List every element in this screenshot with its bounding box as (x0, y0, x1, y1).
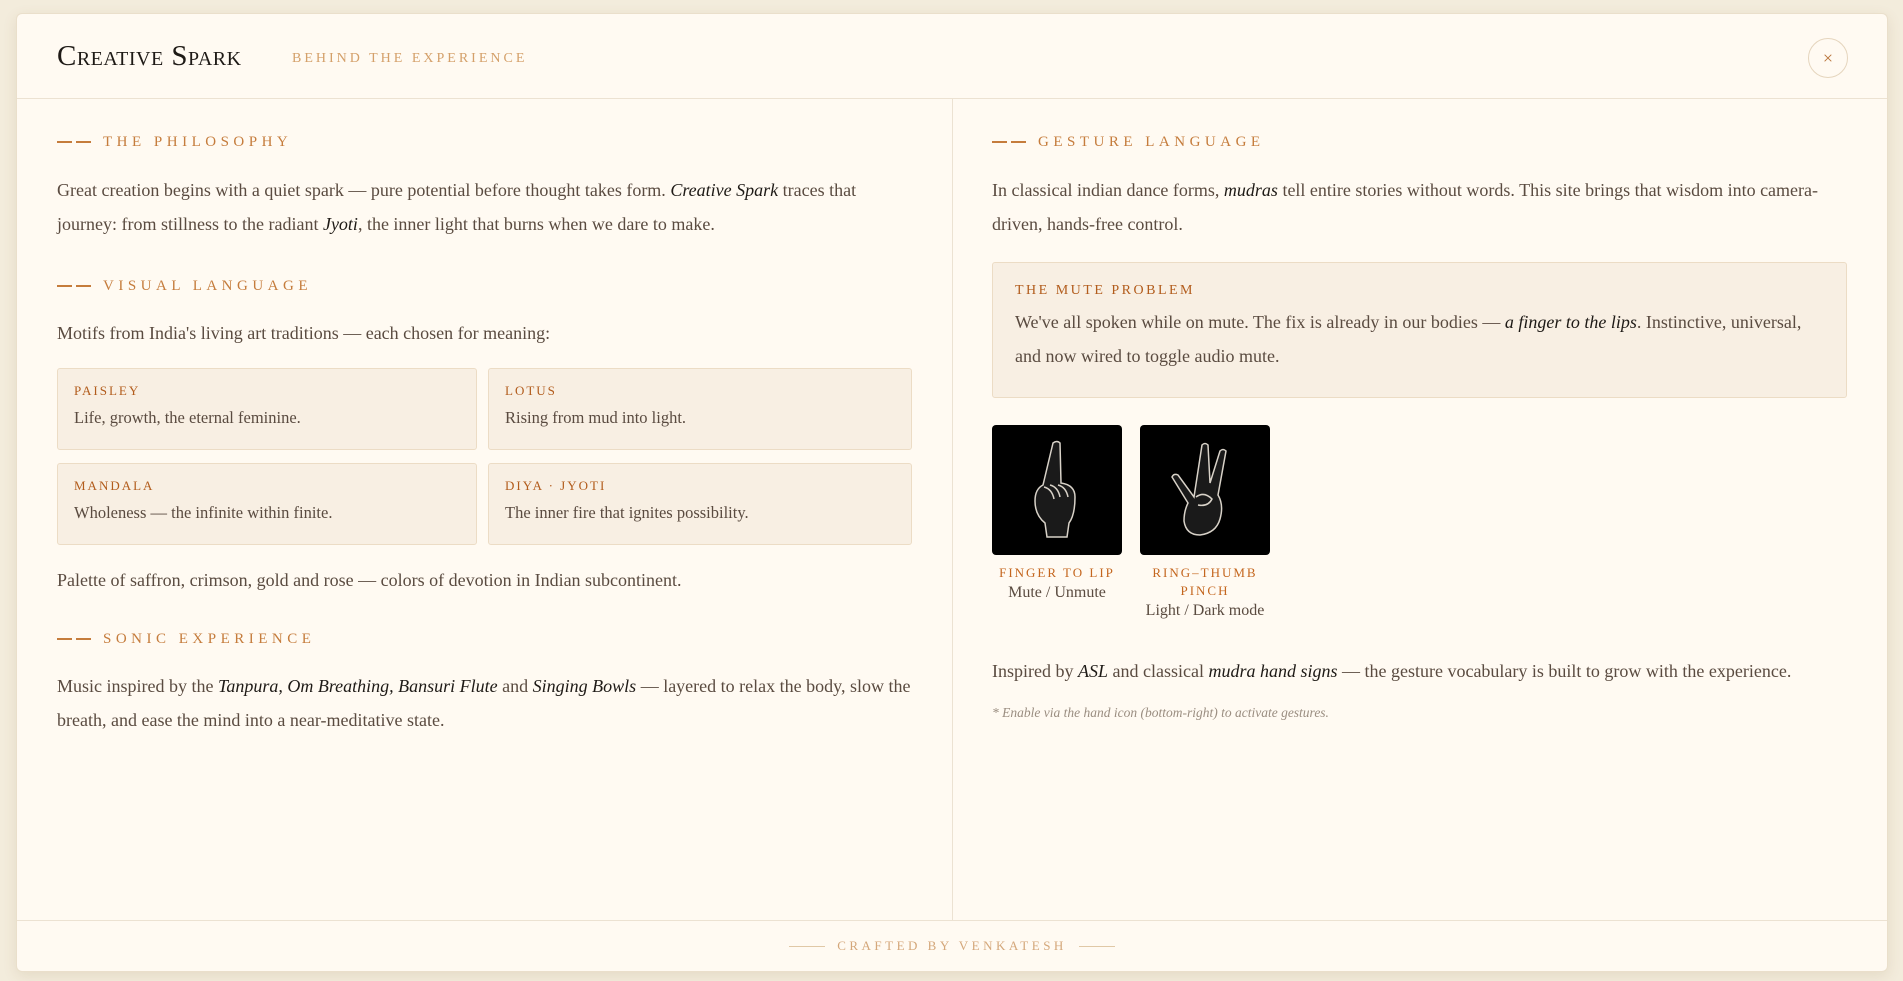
modal-footer (17, 920, 1887, 971)
motif-desc: The inner fire that ignites possibility. (505, 503, 749, 522)
motif-title: LOTUS (505, 383, 557, 398)
text: — the gesture vocabulary is built to grow with the experience. (1337, 661, 1792, 681)
gesture-desc: Light / Dark mode (1145, 602, 1265, 619)
dash-icon (57, 141, 91, 145)
text: We've all spoken while on mute. The fix is already in our bodies — (1015, 312, 1505, 332)
text: and (497, 676, 533, 696)
motif-title: DIYA · JYOTI (505, 478, 607, 493)
column-divider (952, 99, 953, 920)
emphasis: ASL (1077, 661, 1108, 681)
motif-desc: Life, growth, the eternal feminine. (74, 408, 301, 427)
emphasis: mudras (1223, 180, 1278, 200)
dash-icon (992, 141, 1026, 145)
text: In classical indian dance forms, (992, 180, 1224, 200)
dash-icon (57, 285, 91, 289)
text: — layered to relax the body, slow the breath, and ease the mind into a near-meditative state. (57, 676, 911, 730)
footer-line (1079, 946, 1115, 947)
gesture-text (992, 173, 1837, 241)
enable-note: * Enable via the hand icon (bottom-right) to activate gestures. (992, 705, 1329, 720)
emphasis: Jyoti (322, 214, 358, 234)
text: , the inner light that burns when we dare to make. (357, 214, 715, 234)
emphasis: a finger to the lips (1504, 312, 1637, 332)
motif-card-paisley (57, 368, 477, 450)
visual-intro: Motifs from India's living art traditions — each chosen for meaning: (57, 323, 551, 343)
text: tell entire stories without words. This site brings that wisdom into camera-driven, hands-free control. (992, 180, 1819, 234)
motif-title: PAISLEY (74, 383, 141, 398)
text: and classical (1108, 661, 1209, 681)
text: Great creation begins with a quiet spark — pure potential before thought takes form. (57, 180, 671, 200)
footer-credit: CRAFTED BY VENKATESH (837, 938, 1067, 953)
palette-text: Palette of saffron, crimson, gold and rose — colors of devotion in Indian subcontinent. (57, 570, 682, 590)
emphasis: Singing Bowls (532, 676, 637, 696)
heading-text: GESTURE LANGUAGE (1038, 134, 1265, 150)
about-modal (16, 13, 1888, 972)
heading-text: VISUAL LANGUAGE (103, 278, 313, 294)
motif-card-mandala (57, 463, 477, 545)
motif-title: MANDALA (74, 478, 155, 493)
text: traces that journey: from stillness to the radiant (57, 180, 857, 234)
emphasis: Creative Spark (670, 180, 779, 200)
gesture-ring-thumb-pinch (1140, 425, 1270, 620)
mute-problem-box (992, 262, 1847, 398)
section-visual-heading (57, 278, 312, 295)
motif-desc: Rising from mud into light. (505, 408, 687, 427)
footer-line (789, 946, 825, 947)
philosophy-text (57, 173, 887, 241)
pinch-hand-icon (1140, 425, 1270, 555)
modal-title: Creative Spark (57, 40, 242, 72)
sonic-text (57, 669, 917, 737)
emphasis: Tanpura, Om Breathing, Bansuri Flute (217, 676, 498, 696)
close-button[interactable] (1808, 38, 1848, 78)
motif-card-lotus (488, 368, 912, 450)
section-philosophy-heading (57, 134, 292, 151)
motif-card-diya (488, 463, 912, 545)
emphasis: mudra hand signs (1208, 661, 1338, 681)
heading-text: THE PHILOSOPHY (103, 134, 293, 150)
text: Music inspired by the (57, 676, 218, 696)
section-gesture-heading (992, 134, 1265, 151)
text: Inspired by (992, 661, 1078, 681)
mute-problem-title: THE MUTE PROBLEM (1015, 283, 1195, 298)
modal-subtitle: BEHIND THE EXPERIENCE (292, 51, 528, 66)
dash-icon (57, 638, 91, 642)
text: . Instinctive, universal, and now wired to toggle audio mute. (1015, 312, 1802, 366)
gesture-finger-to-lip (992, 425, 1122, 602)
close-icon: × (1822, 47, 1834, 68)
gesture-desc: Mute / Unmute (1008, 584, 1106, 601)
inspired-text (992, 654, 1847, 688)
mute-problem-text (1015, 305, 1824, 373)
heading-text: SONIC EXPERIENCE (103, 631, 316, 647)
motif-desc: Wholeness — the infinite within finite. (74, 503, 333, 522)
modal-header (17, 14, 1887, 99)
gesture-label: RING–THUMB PINCH (1152, 565, 1258, 598)
section-sonic-heading (57, 631, 315, 648)
gesture-label: FINGER TO LIP (999, 565, 1115, 580)
finger-hand-icon (992, 425, 1122, 555)
